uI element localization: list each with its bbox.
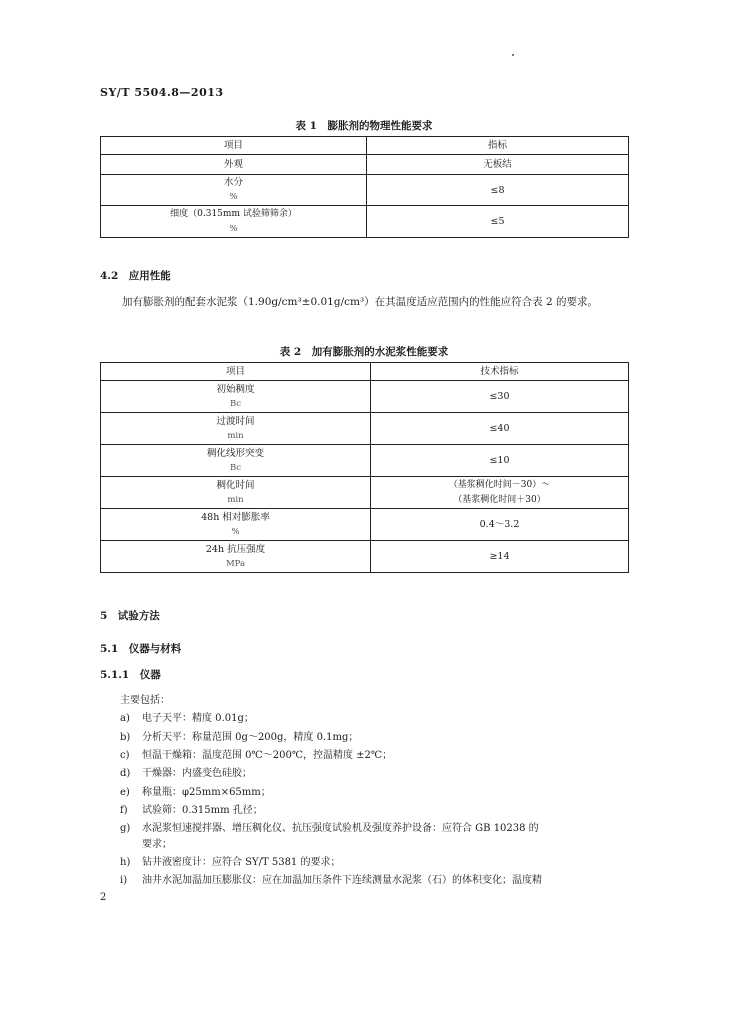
table1-row2-unit: % [229, 192, 238, 202]
table-row [101, 477, 629, 509]
table2-row5-name: 48h 相对膨胀率 [201, 511, 270, 523]
table2-caption: 表 2 加有膨胀剂的水泥浆性能要求 [279, 346, 449, 358]
document-code: SY/T 5504.8—2013 [100, 86, 224, 99]
list-item [120, 730, 358, 745]
table2-row1-value: ≤30 [371, 381, 629, 413]
table2-row4-name: 稠化时间 [216, 479, 255, 491]
list-item-label: d) [120, 768, 131, 779]
table1-header-item: 项目 [101, 137, 367, 155]
table1-header-value: 指标 [367, 137, 629, 155]
table1-row3-unit: % [229, 223, 238, 234]
table1-row3-name: 细度（0.315mm 试验筛筛余） [170, 208, 297, 219]
table2-row1-cell [101, 381, 371, 413]
table2-row2-cell [101, 413, 371, 445]
table2-row4-cell-value [371, 477, 629, 509]
table2-row5-cell [101, 509, 371, 541]
table-row [101, 445, 629, 477]
list-item [120, 821, 539, 836]
table2-row4-cell [101, 477, 371, 509]
list-item [120, 766, 252, 781]
list-item-label: f) [120, 805, 128, 816]
list-item-label: c) [120, 750, 130, 761]
table2-row3-unit: Bc [229, 462, 241, 473]
table2-row3-name: 稠化线形突变 [206, 447, 264, 459]
table2-row2-name: 过渡时间 [216, 415, 255, 427]
list-item-label: h) [120, 857, 131, 868]
list-item [120, 855, 340, 870]
table2-row4-value-line1: （基浆稠化时间－30）～ [448, 479, 551, 490]
table-row [101, 381, 629, 413]
table2-row3-cell [101, 445, 371, 477]
list-item-text: 水泥浆恒速搅拌器、增压稠化仪、抗压强度试验机及强度养护设备：应符合 GB 10238 的 [142, 823, 539, 834]
table2-row6-unit: MPa [225, 558, 246, 569]
table2-header-item: 项目 [101, 363, 371, 381]
table1-row1-name: 外观 [101, 155, 367, 175]
table2-header-value: 技术指标 [371, 363, 629, 381]
list-item-text: 称量瓶：φ25mm×65mm； [142, 787, 271, 798]
list-item-text: 分析天平：称量范围 0g～200g，精度 0.1mg； [142, 732, 359, 743]
list-item-text: 油井水泥加温加压膨胀仪：应在加温加压条件下连续测量水泥浆（石）的体积变化；温度精 [142, 875, 542, 886]
table2 [100, 362, 629, 573]
table-row [101, 413, 629, 445]
section-5-1-1-heading: 5.1.1 仪器 [100, 669, 161, 681]
list-item-text: 钻井液密度计：应符合 SY/T 5381 的要求； [142, 857, 341, 868]
table2-row4-value-line2: （基浆稠化时间＋30） [453, 494, 546, 505]
list-item [120, 711, 254, 726]
table2-row3-value: ≤10 [371, 445, 629, 477]
table2-row6-name: 24h 抗压强度 [205, 543, 266, 555]
list-item [120, 873, 542, 888]
table1-row3-value: ≤5 [367, 206, 629, 238]
table-row [101, 509, 629, 541]
table2-row4-unit: min [227, 494, 244, 505]
list-item-text: 恒温干燥箱：温度范围 0℃～200℃，控温精度 ±2℃； [142, 750, 393, 761]
section-5-1-heading: 5.1 仪器与材料 [100, 643, 182, 655]
table2-row5-unit: % [231, 526, 240, 537]
table2-row5-value: 0.4～3.2 [371, 509, 629, 541]
table2-row1-name: 初始稠度 [216, 383, 255, 395]
table1 [100, 136, 629, 238]
list-item-label: b) [120, 732, 131, 743]
list-item [120, 785, 271, 800]
table2-row2-value: ≤40 [371, 413, 629, 445]
table-row [101, 155, 629, 175]
instrument-list-intro: 主要包括： [120, 695, 170, 706]
section-4-2-heading: 4.2 应用性能 [100, 270, 171, 282]
list-item [120, 803, 263, 818]
table-row [101, 175, 629, 206]
list-item-text: 试验筛：0.315mm 孔径； [142, 805, 263, 816]
section-4-2-paragraph: 加有膨胀剂的配套水泥浆（1.90g/cm³±0.01g/cm³）在其温度适应范围内的性能应符合表 2 的要求。 [122, 296, 599, 308]
table1-row2-value: ≤8 [367, 175, 629, 206]
page-number: 2 [100, 892, 107, 903]
list-item-label: e) [120, 787, 130, 798]
list-item-text: 干燥器：内盛变色硅胶； [142, 768, 252, 779]
table1-row2-cell [101, 175, 367, 206]
section-5-heading: 5 试验方法 [100, 610, 160, 622]
list-item [120, 748, 392, 763]
table-row [101, 541, 629, 573]
list-item-text: 电子天平：精度 0.01g； [142, 713, 254, 724]
list-item-label: i) [120, 875, 128, 886]
table2-row1-unit: Bc [229, 398, 241, 409]
list-item-continuation: 要求； [142, 839, 172, 850]
table-row [101, 206, 629, 238]
table1-row2-name: 水分 [223, 177, 243, 188]
table1-row3-cell [101, 206, 367, 238]
table1-caption: 表 1 膨胀剂的物理性能要求 [295, 120, 433, 132]
list-item-label: g) [120, 823, 131, 834]
list-item-label: a) [120, 713, 130, 724]
table2-row6-cell [101, 541, 371, 573]
table2-row6-value: ≥14 [371, 541, 629, 573]
scan-speck [512, 54, 514, 56]
table2-row2-unit: min [227, 430, 244, 441]
table1-row1-value: 无板结 [367, 155, 629, 175]
